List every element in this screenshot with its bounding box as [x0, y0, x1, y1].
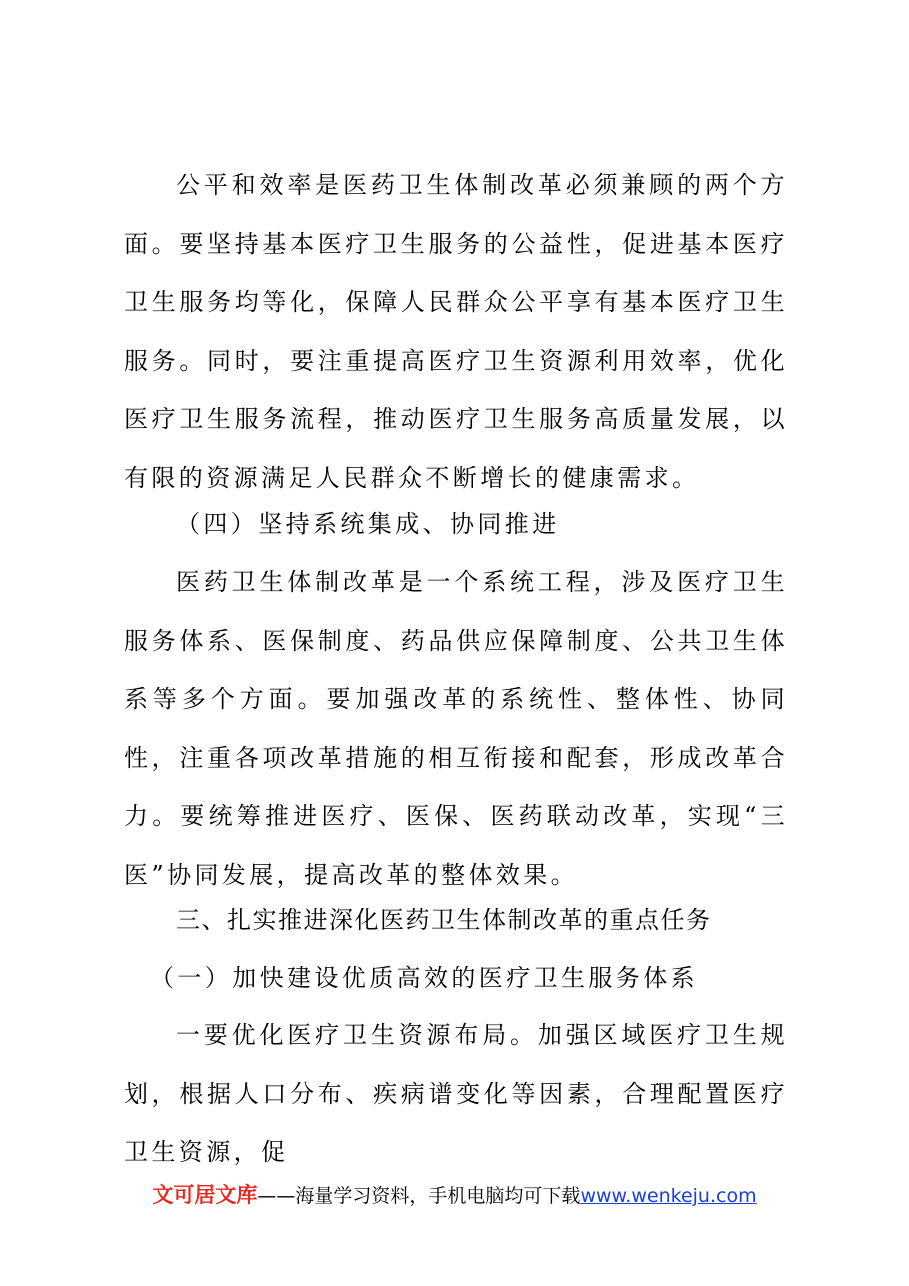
body-paragraph: 一要优化医疗卫生资源布局。加强区域医疗卫生规划，根据人口分布、疾病谱变化等因素，合理配置医疗卫生资源，促 — [124, 1021, 788, 1166]
brand-name: 文可居文库 — [152, 1183, 258, 1207]
body-paragraph: 公平和效率是医药卫生体制改革必须兼顾的两个方面。要坚持基本医疗卫生服务的公益性，促进基本医疗卫生服务均等化，保障人民群众公平享有基本医疗卫生服务。同时，要注重提高医疗卫生资源利用效率，优化医疗卫生服务流程，推动医疗卫生服务高质量发展，以有限的资源满足人民群众不断增长的健康需求。 — [124, 171, 788, 492]
subsection-heading: （四）坚持系统集成、协同推进 — [176, 510, 560, 538]
footer-banner — [0, 1180, 909, 1211]
section-heading: 三、扎实推进深化医药卫生体制改革的重点任务 — [176, 906, 712, 934]
footer-tagline: ——海量学习资料，手机电脑均可下载 — [257, 1185, 581, 1207]
website-link[interactable]: www.wenkeju.com — [580, 1185, 757, 1207]
body-paragraph: 医药卫生体制改革是一个系统工程，涉及医疗卫生服务体系、医保制度、药品供应保障制度、公共卫生体系等多个方面。要加强改革的系统性、整体性、协同性，注重各项改革措施的相互衔接和配套，形成改革合力。要统筹推进医疗、医保、医药联动改革，实现“三医”协同发展，提高改革的整体效果。 — [124, 568, 788, 889]
subsection-heading: （一）加快建设优质高效的医疗卫生服务体系 — [150, 964, 698, 992]
